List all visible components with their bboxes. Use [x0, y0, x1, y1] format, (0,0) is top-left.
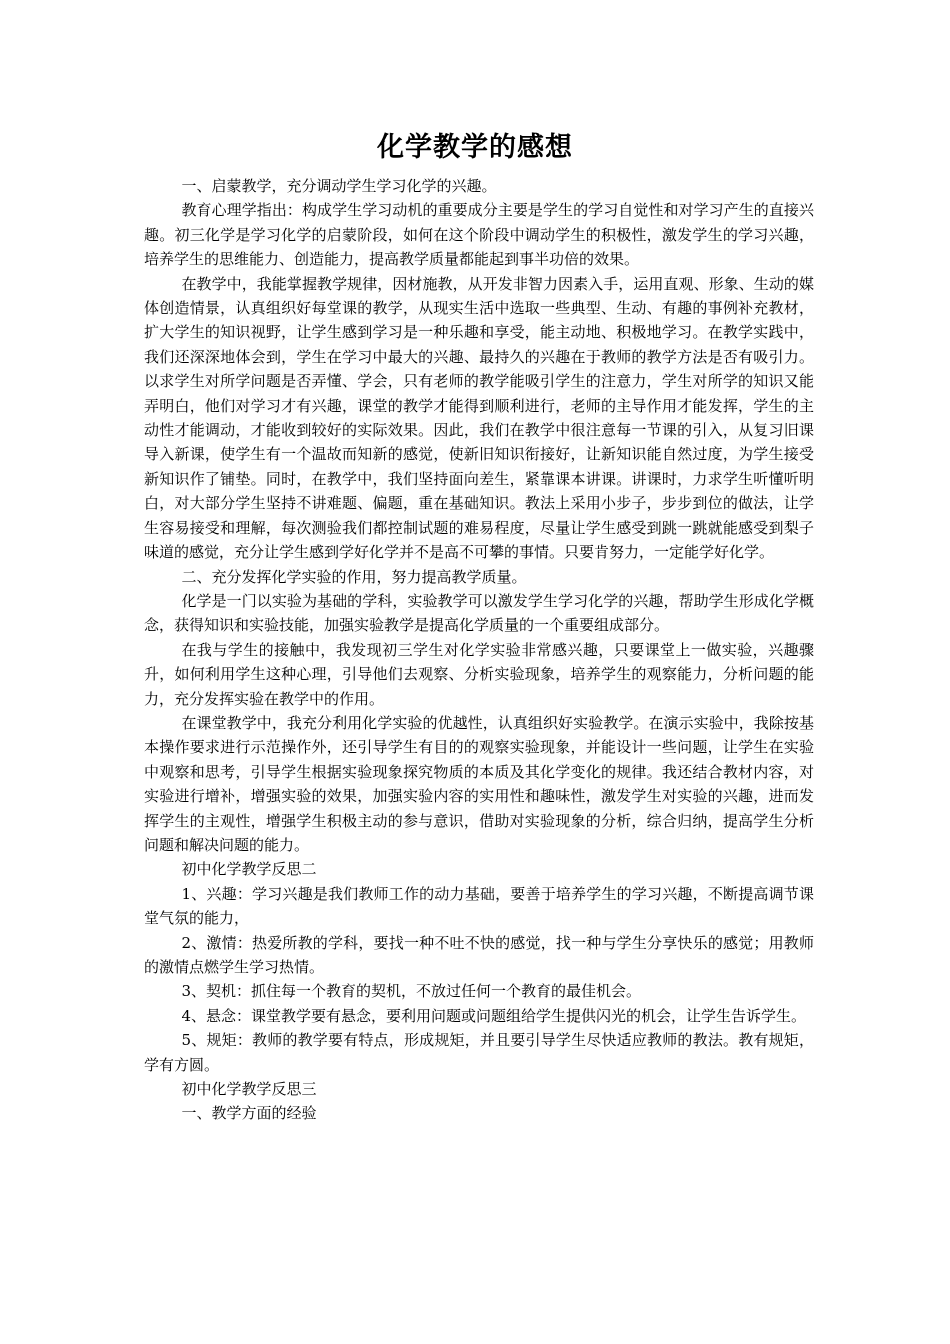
list-item: 3、契机：抓住每一个教育的契机，不放过任何一个教育的最佳机会。 [181, 982, 642, 1001]
paragraph-section-heading: 二、充分发挥化学实验的作用，努力提高教学质量。 [181, 567, 527, 586]
list-item: 4、悬念：课堂教学要有悬念，要利用问题或问题组给学生提供闪光的机会，让学生告诉学生。 [181, 1006, 807, 1025]
document-body [144, 174, 814, 1126]
paragraph: 化学是一门以实验为基础的学科，实验教学可以激发学生学习化学的兴趣，帮助学生形成化学概念，获得知识和实验技能，加强实验教学是提高化学质量的一个重要组成部分。 [144, 591, 814, 635]
list-item: 5、规矩：教师的教学要有特点，形成规矩，并且要引导学生尽快适应教师的教法。教有规矩，学有方圆。 [144, 1031, 814, 1074]
document-title: 化学教学的感想 [377, 132, 573, 163]
paragraph-subtitle: 初中化学教学反思二 [181, 860, 317, 879]
paragraph: 在我与学生的接触中，我发现初三学生对化学实验非常感兴趣，只要课堂上一做实验，兴趣骤升，如何利用学生这种心理，引导他们去观察、分析实验现象，培养学生的观察能力，分析问题的能力，充分发挥实验在教学中的作用。 [144, 640, 814, 708]
list-item: 1、兴趣：学习兴趣是我们教师工作的动力基础，要善于培养学生的学习兴趣，不断提高调节课堂气氛的能力， [144, 884, 814, 928]
list-item: 2、激情：热爱所教的学科，要找一种不吐不快的感觉，找一种与学生分享快乐的感觉；用教师的激情点燃学生学习热情。 [144, 933, 814, 976]
paragraph: 在课堂教学中，我充分利用化学实验的优越性，认真组织好实验教学。在演示实验中，我除按基本操作要求进行示范操作外，还引导学生有目的的观察实验现象，并能设计一些问题，让学生在实验中观察和思考，引导学生根据实验现象探究物质的本质及其化学变化的规律。我还结合教材内容，对实验进行增补，增强实验的效果，加强实验内容的实用性和趣味性，激发学生对实验的兴趣，进而发挥学生的主观性，增强学生积极主动的参与意识，借助对实验现象的分析，综合归纳，提高学生分析问题和解决问题的能力。 [144, 713, 814, 854]
paragraph: 在教学中，我能掌握教学规律，因材施教，从开发非智力因素入手，运用直观、形象、生动的媒体创造情景，认真组织好每堂课的教学，从现实生活中选取一些典型、生动、有趣的事例补充教材，扩大学生的知识视野，让学生感到学习是一种乐趣和享受，能主动地、积极地学习。在教学实践中，我们还深深地体会到，学生在学习中最大的兴趣、最持久的兴趣在于教师的教学方法是否有吸引力。以求学生对所学问题是否弄懂、学会，只有老师的教学能吸引学生的注意力，学生对所学的知识又能弄明白，他们对学习才有兴趣，课堂的教学才能得到顺利进行，老师的主导作用才能发挥，学生的主动性才能调动，才能收到较好的实际效果。因此，我们在教学中很注意每一节课的引入，从复习旧课导入新课，使学生有一个温故而知新的感觉，使新旧知识衔接好，让新知识能自然过度，为学生接受新知识作了铺垫。同时，在教学中，我们坚持面向差生，紧靠课本讲课。讲课时，力求学生听懂听明白，对大部分学生坚持不讲难题、偏题，重在基础知识。教法上采用小步子，步步到位的做法，让学生容易接受和理解，每次测验我们都控制试题的难易程度，尽量让学生感受到跳一跳就能感受到梨子味道的感觉，充分让学生感到学好化学并不是高不可攀的事情。只要肯努力，一定能学好化学。 [144, 274, 814, 562]
paragraph-section-heading: 一、启蒙教学，充分调动学生学习化学的兴趣。 [181, 177, 497, 195]
paragraph-subtitle: 初中化学教学反思三 [181, 1080, 317, 1099]
paragraph-section-heading: 一、教学方面的经验 [181, 1104, 317, 1123]
paragraph: 教育心理学指出：构成学生学习动机的重要成分主要是学生的学习自觉性和对学习产生的直接兴趣。初三化学是学习化学的启蒙阶段，如何在这个阶段中调动学生的积极性，激发学生的学习兴趣，培养学生的思维能力、创造能力，提高教学质量都能起到事半功倍的效果。 [144, 201, 814, 269]
